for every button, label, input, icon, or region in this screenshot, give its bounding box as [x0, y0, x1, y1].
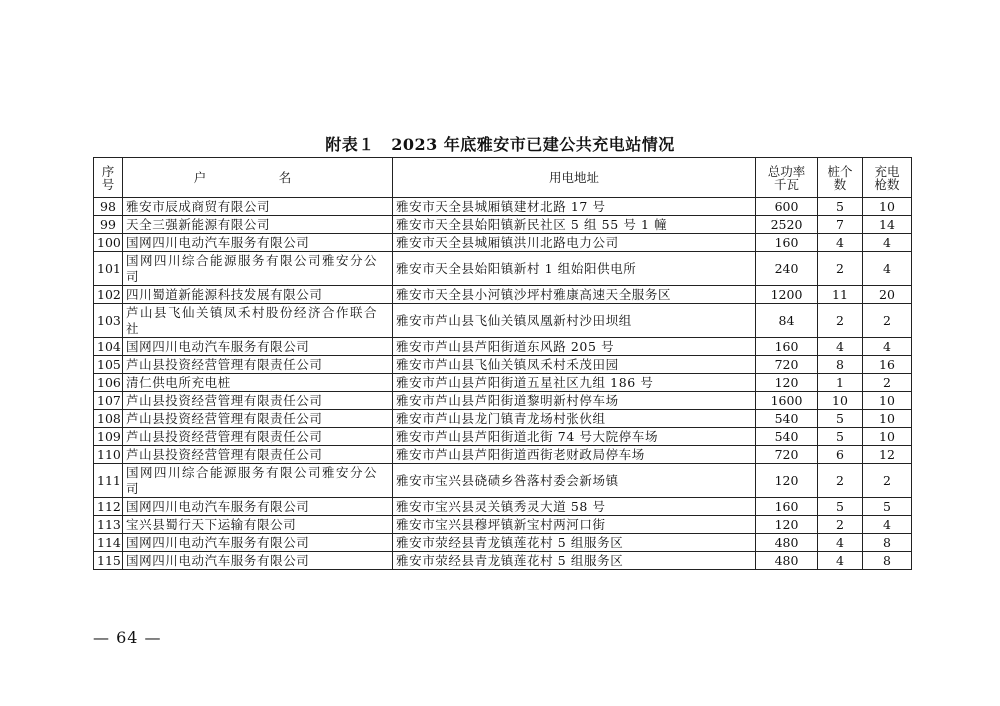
- table-row: [94, 216, 912, 234]
- cell-guns: 14: [863, 216, 912, 234]
- cell-count: 4: [818, 234, 863, 252]
- cell-count: 8: [818, 356, 863, 374]
- header-power-line1: 总功率: [767, 163, 806, 179]
- cell-address: 雅安市芦山县芦阳街道北街 74 号大院停车场: [393, 428, 756, 446]
- cell-guns: 10: [863, 410, 912, 428]
- cell-address: 雅安市芦山县芦阳街道黎明新村停车场: [393, 392, 756, 410]
- cell-no: 104: [94, 338, 123, 356]
- cell-guns: 8: [863, 552, 912, 570]
- cell-name: 宝兴县蜀行天下运输有限公司: [123, 516, 393, 534]
- table-row: [94, 498, 912, 516]
- table-row: [94, 464, 912, 498]
- table-row: [94, 410, 912, 428]
- header-guns: [863, 158, 912, 198]
- cell-no: 112: [94, 498, 123, 516]
- cell-no: 110: [94, 446, 123, 464]
- cell-power: 1600: [756, 392, 818, 410]
- cell-no: 99: [94, 216, 123, 234]
- cell-count: 7: [818, 216, 863, 234]
- cell-no: 111: [94, 464, 123, 498]
- header-guns-line1: 充电: [874, 163, 900, 179]
- table-row: [94, 252, 912, 286]
- cell-name: 国网四川电动汽车服务有限公司: [123, 338, 393, 356]
- cell-count: 6: [818, 446, 863, 464]
- table-title: 附表１ 2023 年底雅安市已建公共充电站情况: [325, 135, 675, 154]
- header-no: [94, 158, 123, 198]
- cell-name: 芦山县飞仙关镇凤禾村股份经济合作联合社: [123, 304, 393, 338]
- table-row: [94, 356, 912, 374]
- cell-guns: 5: [863, 498, 912, 516]
- cell-no: 102: [94, 286, 123, 304]
- cell-name: 四川蜀道新能源科技发展有限公司: [123, 286, 393, 304]
- table-row: [94, 374, 912, 392]
- cell-count: 10: [818, 392, 863, 410]
- cell-no: 114: [94, 534, 123, 552]
- table-row: [94, 392, 912, 410]
- cell-name: 国网四川综合能源服务有限公司雅安分公司: [123, 464, 393, 498]
- cell-no: 109: [94, 428, 123, 446]
- cell-power: 2520: [756, 216, 818, 234]
- table-row: [94, 446, 912, 464]
- cell-guns: 2: [863, 374, 912, 392]
- table-header: [94, 158, 912, 198]
- cell-no: 98: [94, 198, 123, 216]
- cell-count: 5: [818, 428, 863, 446]
- cell-no: 113: [94, 516, 123, 534]
- header-address: 用电地址: [393, 158, 756, 198]
- cell-count: 1: [818, 374, 863, 392]
- cell-power: 480: [756, 552, 818, 570]
- cell-address: 雅安市荥经县青龙镇莲花村 5 组服务区: [393, 552, 756, 570]
- cell-name: 国网四川电动汽车服务有限公司: [123, 498, 393, 516]
- header-guns-line2: 枪数: [874, 176, 900, 192]
- cell-name: 国网四川电动汽车服务有限公司: [123, 552, 393, 570]
- cell-power: 720: [756, 446, 818, 464]
- cell-guns: 10: [863, 392, 912, 410]
- cell-count: 2: [818, 252, 863, 286]
- cell-no: 115: [94, 552, 123, 570]
- table-row: [94, 516, 912, 534]
- cell-power: 540: [756, 428, 818, 446]
- cell-count: 5: [818, 498, 863, 516]
- cell-no: 105: [94, 356, 123, 374]
- header-power-line2: 千瓦: [773, 176, 799, 192]
- cell-name: 天全三强新能源有限公司: [123, 216, 393, 234]
- cell-power: 480: [756, 534, 818, 552]
- header-power: [756, 158, 818, 198]
- cell-name: 芦山县投资经营管理有限责任公司: [123, 446, 393, 464]
- cell-count: 11: [818, 286, 863, 304]
- cell-no: 106: [94, 374, 123, 392]
- cell-count: 4: [818, 338, 863, 356]
- cell-guns: 4: [863, 252, 912, 286]
- cell-no: 101: [94, 252, 123, 286]
- cell-guns: 20: [863, 286, 912, 304]
- cell-count: 4: [818, 534, 863, 552]
- cell-name: 国网四川电动汽车服务有限公司: [123, 534, 393, 552]
- cell-power: 160: [756, 234, 818, 252]
- cell-no: 107: [94, 392, 123, 410]
- cell-power: 160: [756, 498, 818, 516]
- cell-count: 5: [818, 198, 863, 216]
- cell-count: 5: [818, 410, 863, 428]
- cell-name: 国网四川电动汽车服务有限公司: [123, 234, 393, 252]
- cell-address: 雅安市宝兴县灵关镇秀灵大道 58 号: [393, 498, 756, 516]
- cell-address: 雅安市芦山县飞仙关镇凤禾村禾茂田园: [393, 356, 756, 374]
- cell-name: 芦山县投资经营管理有限责任公司: [123, 356, 393, 374]
- table-row: [94, 534, 912, 552]
- cell-guns: 2: [863, 304, 912, 338]
- table-body: [94, 198, 912, 570]
- cell-address: 雅安市宝兴县穆坪镇新宝村两河口街: [393, 516, 756, 534]
- header-count-line2: 数: [833, 176, 847, 192]
- cell-address: 雅安市荥经县青龙镇莲花村 5 组服务区: [393, 534, 756, 552]
- cell-address: 雅安市芦山县芦阳街道东风路 205 号: [393, 338, 756, 356]
- header-name-label: 户 名: [193, 170, 322, 185]
- cell-no: 108: [94, 410, 123, 428]
- cell-no: 103: [94, 304, 123, 338]
- cell-address: 雅安市芦山县飞仙关镇凤凰新村沙田坝组: [393, 304, 756, 338]
- cell-power: 540: [756, 410, 818, 428]
- cell-name: 芦山县投资经营管理有限责任公司: [123, 392, 393, 410]
- cell-guns: 4: [863, 338, 912, 356]
- cell-name: 芦山县投资经营管理有限责任公司: [123, 428, 393, 446]
- cell-no: 100: [94, 234, 123, 252]
- header-no-line2: 号: [101, 176, 115, 192]
- header-count: [818, 158, 863, 198]
- cell-power: 1200: [756, 286, 818, 304]
- cell-address: 雅安市天全县始阳镇新民社区 5 组 55 号 1 幢: [393, 216, 756, 234]
- cell-count: 2: [818, 464, 863, 498]
- cell-guns: 8: [863, 534, 912, 552]
- cell-power: 120: [756, 516, 818, 534]
- cell-power: 160: [756, 338, 818, 356]
- cell-address: 雅安市芦山县芦阳街道西街老财政局停车场: [393, 446, 756, 464]
- header-row: [94, 158, 912, 198]
- cell-count: 4: [818, 552, 863, 570]
- cell-power: 600: [756, 198, 818, 216]
- cell-address: 雅安市天全县始阳镇新村 1 组始阳供电所: [393, 252, 756, 286]
- cell-guns: 10: [863, 198, 912, 216]
- cell-power: 84: [756, 304, 818, 338]
- cell-power: 240: [756, 252, 818, 286]
- table-row: [94, 428, 912, 446]
- cell-address: 雅安市天全县小河镇沙坪村雅康高速天全服务区: [393, 286, 756, 304]
- page-number: — 64 —: [93, 628, 162, 647]
- table-row: [94, 338, 912, 356]
- header-no-line1: 序: [101, 163, 115, 179]
- cell-power: 720: [756, 356, 818, 374]
- table-row: [94, 198, 912, 216]
- cell-guns: 2: [863, 464, 912, 498]
- cell-guns: 10: [863, 428, 912, 446]
- cell-name: 国网四川综合能源服务有限公司雅安分公司: [123, 252, 393, 286]
- cell-address: 雅安市天全县城厢镇洪川北路电力公司: [393, 234, 756, 252]
- cell-name: 芦山县投资经营管理有限责任公司: [123, 410, 393, 428]
- table-row: [94, 552, 912, 570]
- header-count-line1: 桩个: [827, 163, 853, 179]
- cell-count: 2: [818, 304, 863, 338]
- cell-address: 雅安市宝兴县硗碛乡咎落村委会新场镇: [393, 464, 756, 498]
- cell-guns: 12: [863, 446, 912, 464]
- charging-station-table: [93, 157, 912, 570]
- cell-power: 120: [756, 374, 818, 392]
- cell-name: 雅安市辰成商贸有限公司: [123, 198, 393, 216]
- header-name: [123, 158, 393, 198]
- cell-count: 2: [818, 516, 863, 534]
- cell-address: 雅安市天全县城厢镇建材北路 17 号: [393, 198, 756, 216]
- table-row: [94, 286, 912, 304]
- table-row: [94, 304, 912, 338]
- cell-guns: 16: [863, 356, 912, 374]
- cell-name: 清仁供电所充电桩: [123, 374, 393, 392]
- cell-address: 雅安市芦山县芦阳街道五星社区九组 186 号: [393, 374, 756, 392]
- cell-guns: 4: [863, 234, 912, 252]
- cell-power: 120: [756, 464, 818, 498]
- cell-guns: 4: [863, 516, 912, 534]
- table-row: [94, 234, 912, 252]
- cell-address: 雅安市芦山县龙门镇青龙场村张伙组: [393, 410, 756, 428]
